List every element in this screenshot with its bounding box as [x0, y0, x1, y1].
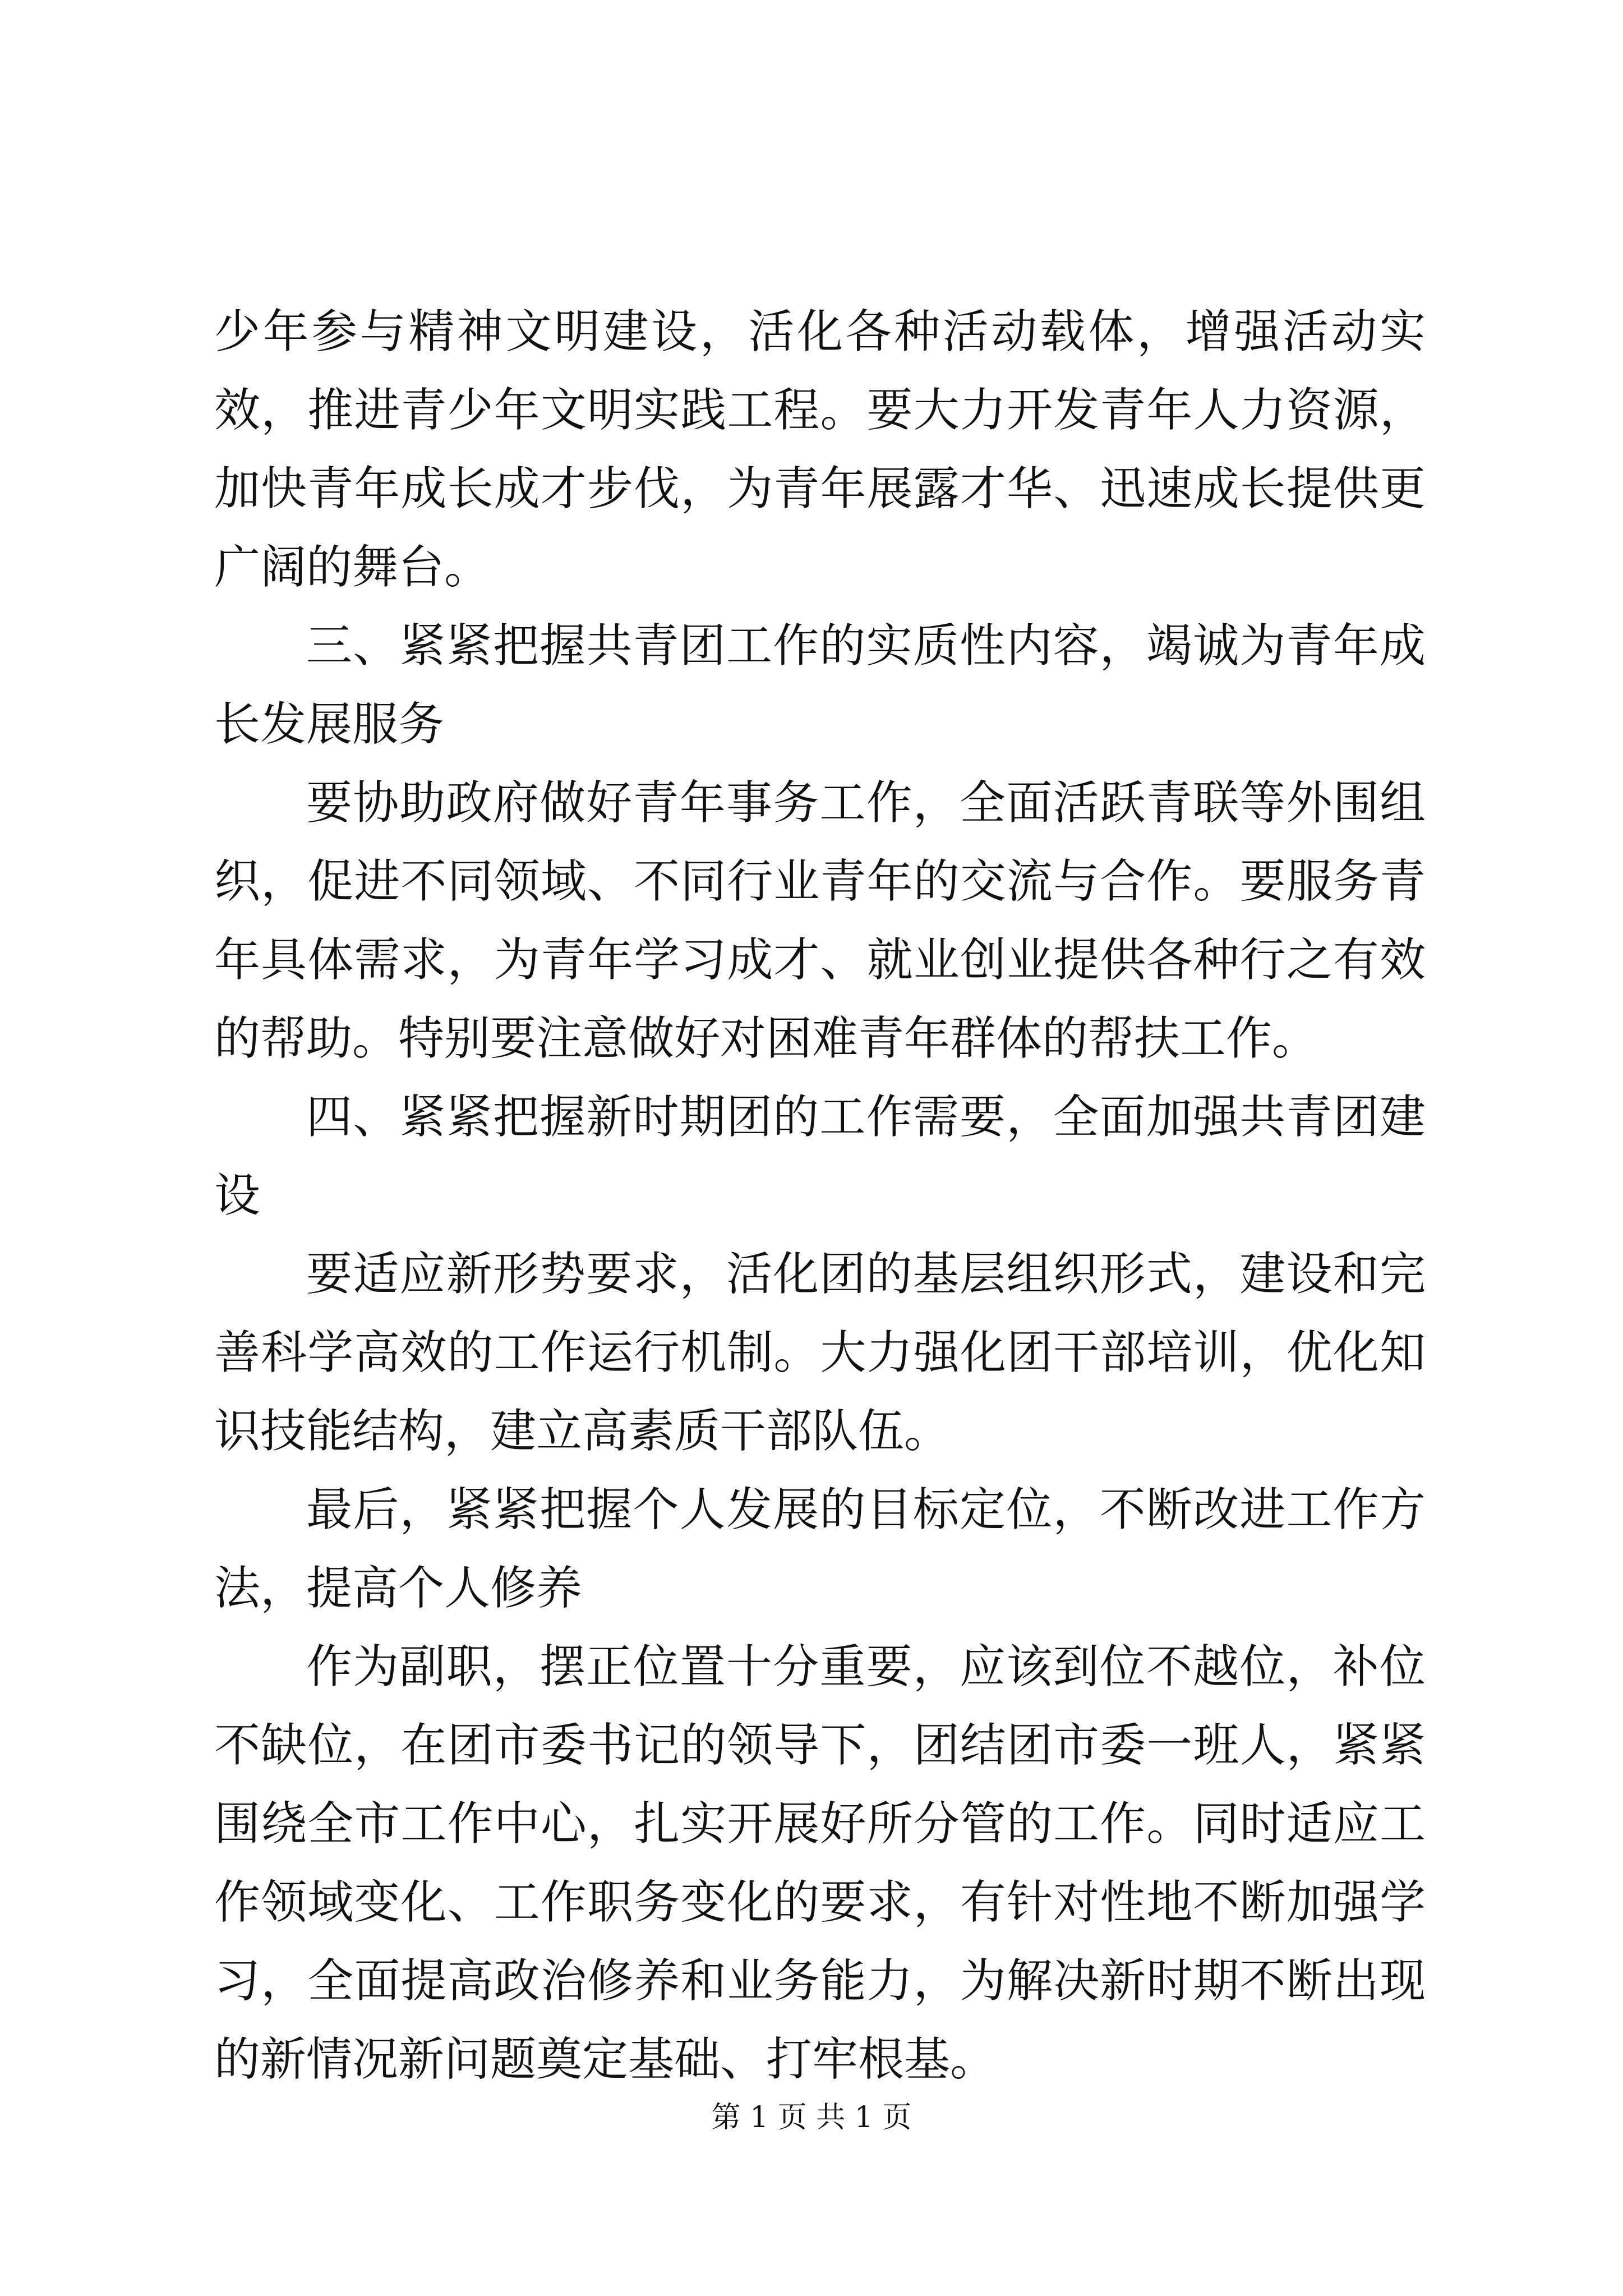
paragraph-section-three: 要协助政府做好青年事务工作，全面活跃青联等外围组织，促进不同领域、不同行业青年的交流与合作。要服务青年具体需求，为青年学习成才、就业创业提供各种行之有效的帮助。特别要注意做好对困难青年群体的帮扶工作。 — [214, 776, 1426, 1065]
section-heading-three: 三、紧紧把握共青团工作的实质性内容，竭诚为青年成长发展服务 — [214, 619, 1426, 751]
section-heading-final: 最后，紧紧把握个人发展的目标定位，不断改进工作方法，提高个人修养 — [214, 1483, 1426, 1615]
paragraph-continuation: 少年参与精神文明建设，活化各种活动载体，增强活动实效，推进青少年文明实践工程。要大力开发青年人力资源，加快青年成长成才步伐，为青年展露才华、迅速成长提供更广阔的舞台。 — [214, 305, 1426, 594]
paragraph-section-final: 作为副职，摆正位置十分重要，应该到位不越位，补位不缺位，在团市委书记的领导下，团结团市委一班人，紧紧围绕全市工作中心，扎实开展好所分管的工作。同时适应工作领域变化、工作职务变化的要求，有针对性地不断加强学习，全面提高政治修养和业务能力，为解决新时期不断出现的新情况新问题奠定基础、打牢根基。 — [214, 1640, 1426, 2086]
paragraph-section-four: 要适应新形势要求，活化团的基层组织形式，建设和完善科学高效的工作运行机制。大力强化团干部培训，优化知识技能结构，建立高素质干部队伍。 — [214, 1248, 1426, 1458]
section-heading-four: 四、紧紧把握新时期团的工作需要，全面加强共青团建设 — [214, 1091, 1426, 1222]
page-footer: 第 1 页 共 1 页 — [711, 2101, 912, 2134]
document-body — [214, 293, 1426, 2099]
